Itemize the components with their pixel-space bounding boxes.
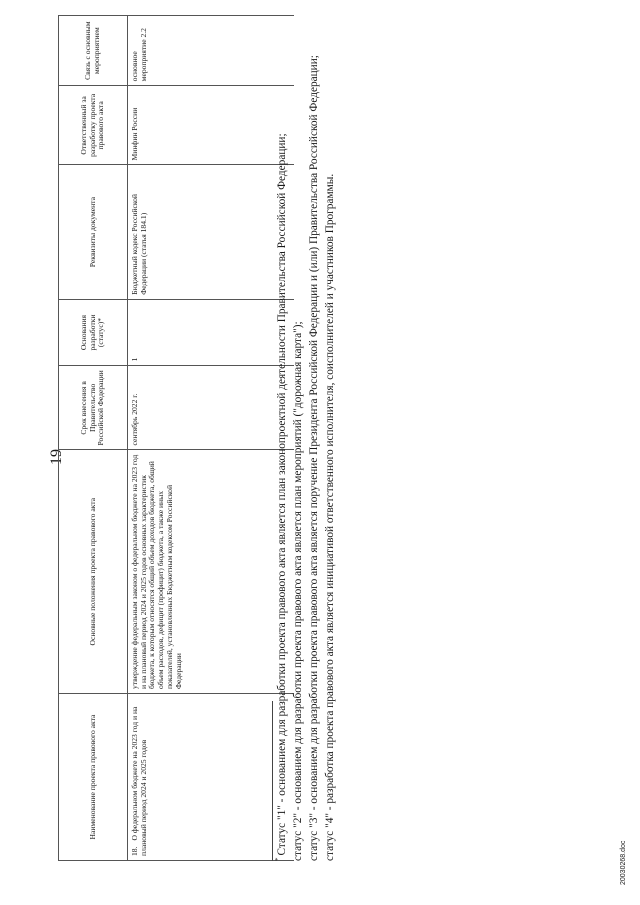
footnote-divider: [272, 701, 273, 861]
act-name-text: О федеральном бюджете на 2023 год и на плановый период 2024 и 2025 годов: [130, 706, 148, 856]
cell-deadline: сентябрь 2022 г.: [128, 366, 295, 450]
legal-acts-table: [58, 15, 294, 861]
header-responsible: Ответственный за разработку проекта правового акта: [59, 86, 128, 165]
cell-act-name: [128, 694, 295, 861]
header-link: Связь с основным мероприятием: [59, 16, 128, 86]
header-provisions: Основные положения проекта правового акта: [59, 450, 128, 694]
header-deadline: Срок внесения в Правительство Российской Федерации: [59, 366, 128, 450]
document-filename: 20030268.doc: [620, 840, 627, 885]
table-row: [128, 16, 295, 861]
cell-requisites: Бюджетный кодекс Российской Федерации (статья 184.1): [128, 165, 295, 299]
header-act-name: Наименование проекта правового акта: [59, 694, 128, 861]
cell-status: 1: [128, 299, 295, 366]
row-number: 18.: [130, 846, 139, 856]
cell-link: основное мероприятие 2.2: [128, 16, 295, 86]
page-number: 19: [48, 449, 65, 465]
footnotes: [274, 15, 338, 861]
cell-provisions: утверждение федеральным законом о федеральном бюджете на 2023 год и на плановый период 2024 и 2025 годов основных характеристик бюджета, к которым относятся общий объем доходов бюджета, общий объем расходов, дефицит (профицит) бюджета, а также иных показателей, установленных Бюджетным кодексом Российской Федерации: [128, 450, 295, 694]
cell-responsible: Минфин России: [128, 86, 295, 165]
footnote-status-4: статус "4" - разработка проекта правового акта является инициативой ответственного исполнителя, соисполнителей и участников Программы.: [324, 173, 337, 861]
footnote-status-1: *Статус "1" - основанием для разработки проекта правового акта является план законопроектной деятельности Правительства Российской Федерации;: [274, 133, 288, 861]
header-requisites: Реквизиты документа: [59, 165, 128, 299]
footnote-status-2: статус "2" - основанием для разработки проекта правового акта является план мероприятий ("дорожная карта");: [292, 321, 305, 861]
header-status: Основания разработки (статус)*: [59, 299, 128, 366]
footnote-status-3: статус "3" - основанием для разработки проекта правового акта является поручение Президента Российской Федерации и (или) Правительства Российской Федерации;: [308, 55, 321, 861]
table-header-row: [59, 16, 128, 861]
footnote-marker: *: [274, 857, 283, 861]
